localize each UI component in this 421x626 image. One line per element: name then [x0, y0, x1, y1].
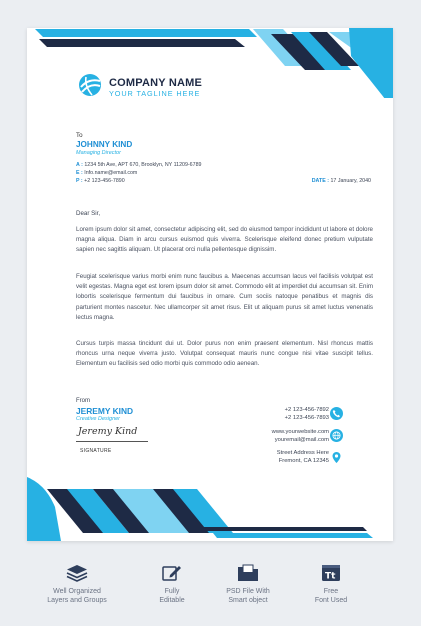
contact-web: [272, 428, 329, 445]
to-label: To: [76, 132, 83, 139]
edit-icon: [161, 564, 183, 582]
address-value: 1234 5th Ave, APT 670, Brooklyn, NY 11209-6789: [84, 162, 202, 168]
font-icon: [320, 564, 342, 582]
date-value: 17 January, 2040: [330, 178, 371, 184]
feature-label: PSD File With Smart object: [226, 588, 270, 604]
svg-text:Tt: Tt: [325, 571, 336, 582]
paragraph-1: Lorem ipsum dolor sit amet, consectetur adipiscing elit, sed do eiusmod tempor incididunt ut labore et dolore magna aliqua. Diam in arcu cursus euismod quis viverra. Scelerisque eleifend donec pretium vulputate sapien nec sagittis aliquam. Ut placerat orci nulla pellentesque dignissim.: [76, 226, 373, 254]
contact-email: youremail@mail.com: [274, 437, 329, 444]
recipient-name: JOHNNY KIND: [76, 140, 133, 149]
recipient-title: Managing Director: [76, 150, 121, 156]
signature-label: SIGNATURE: [80, 448, 112, 454]
recipient-phone: [76, 178, 125, 184]
contact-phone-2: +2 123-456-7893: [284, 415, 329, 422]
folder-icon: [237, 564, 259, 582]
phone-key: P :: [76, 178, 83, 184]
feature-label: Fully Editable: [159, 588, 185, 604]
contact-phones: [285, 406, 329, 423]
globe-logo-icon: [78, 73, 102, 97]
sender-name: JEREMY KIND: [76, 406, 134, 416]
email-key: E :: [76, 170, 83, 176]
company-tagline: YOUR TAGLINE HERE: [109, 89, 201, 98]
address-key: A :: [76, 162, 83, 168]
phone-icon: [330, 407, 343, 420]
company-name: COMPANY NAME: [109, 77, 203, 89]
layers-icon: [66, 564, 88, 582]
letterhead-sheet: [27, 28, 393, 541]
globe-icon: [330, 429, 343, 442]
greeting: Dear Sir,: [76, 210, 101, 217]
footer-decoration: [27, 477, 393, 541]
phone-value: +2 123-456-7890: [84, 178, 125, 184]
email-value: Info.name@email.com: [84, 170, 138, 176]
recipient-address: [76, 162, 201, 168]
signature: Jeremy Kind: [78, 426, 138, 437]
contact-address-2: Fremont, CA 12345: [278, 458, 329, 465]
from-label: From: [76, 398, 90, 404]
sender-title: Creative Designer: [76, 416, 121, 422]
feature-label: Free Font Used: [314, 588, 348, 604]
recipient-email: [76, 170, 137, 176]
contact-address: [277, 449, 329, 466]
date-label: DATE :: [311, 178, 329, 184]
contact-address-1: Street Address Here: [276, 450, 329, 456]
location-pin-icon: [330, 451, 343, 464]
feature-strip: [0, 564, 421, 626]
feature-layers: [27, 564, 127, 605]
contact-website: www.yourwebsite.com: [271, 429, 329, 435]
letter-date: [312, 178, 371, 184]
signature-line: [76, 441, 148, 442]
contact-phone-1: +2 123-456-7892: [284, 407, 329, 413]
feature-label: Well Organized Layers and Groups: [47, 588, 107, 604]
paragraph-2: Feugiat scelerisque varius morbi enim nunc faucibus a. Maecenas accumsan lacus vel facilisis volutpat est velit egestas. Magna eget est lorem ipsum dolor sit amet. Commodo elit at imperdiet dui accumsan sit. Enim lobortis scelerisque fermentum dui faucibus in ornare. Cum sociis natoque penatibus et magnis dis parturient montes nascetur. Nec ullamcorper sit amet risus. Elit ut aliquam purus sit amet luctus venenatis lectus magna.: [76, 273, 373, 321]
paragraph-3: Cursus turpis massa tincidunt dui ut. Dolor purus non enim praesent elementum. Nisl rhoncus mattis rhoncus urna neque viverra justo. Volutpat consequat mauris nunc congue nisi vitae suscipit tellus. Elementum eu facilisis sed odio morbi quis commodo odio aenean.: [76, 340, 373, 368]
feature-font: [281, 564, 381, 605]
